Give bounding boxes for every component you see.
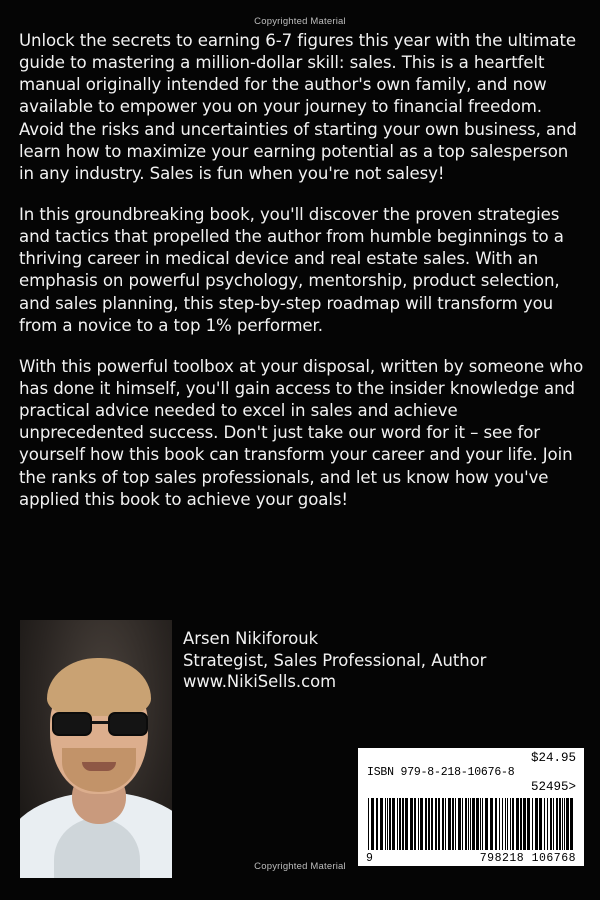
photo-lens-left [52, 712, 92, 736]
photo-glasses-bridge [92, 721, 108, 724]
barcode-digits-left: 9 [366, 852, 374, 865]
barcode-digits-right: 798218 106768 [479, 852, 576, 865]
copyright-notice-bottom: Copyrighted Material [254, 861, 346, 872]
isbn-barcode [358, 748, 584, 866]
barcode-gap [573, 798, 574, 850]
barcode-isbn: ISBN 979-8-218-10676-8 [367, 766, 515, 779]
photo-lens-right [108, 712, 148, 736]
author-title: Strategist, Sales Professional, Author [183, 650, 487, 670]
author-photo [20, 620, 172, 878]
copyright-notice-top: Copyrighted Material [254, 16, 346, 27]
author-credit [183, 628, 583, 693]
blurb-paragraph-1: Unlock the secrets to earning 6-7 figures this year with the ultimate guide to mastering a million-dollar skill: sales. This is a heartfelt manual originally intended for the author's own family, and now available to empower you on your journey to financial freedom. Avoid the risks and uncertainties of starting your own business, and learn how to maximize your earning potential as a top salesperson in any industry. Sales is fun when you're not salesy! [19, 31, 577, 183]
blurb-paragraph-3: With this powerful toolbox at your disposal, written by someone who has done it himself, you'll gain access to the insider knowledge and practical advice needed to excel in sales and achieve unprecedented success. Don't just take our word for it – see for yourself how this book can transform your career and your life. Join the ranks of top sales professionals, and let us know how you've applied this book to achieve your goals! [19, 356, 584, 509]
barcode-price-suffix: 52495> [530, 780, 576, 794]
blurb-paragraph-2: In this groundbreaking book, you'll discover the proven strategies and tactics that propelled the author from humble beginnings to a thriving career in medical device and real estate sales. With an emphasis on powerful psychology, mentorship, product selection, and sales planning, this step-by-step roadmap will transform you from a novice to a top 1% performer. [19, 204, 564, 335]
barcode-bars [368, 798, 574, 850]
back-cover-blurb [19, 30, 585, 530]
author-name: Arsen Nikiforouk [183, 629, 319, 648]
author-website: www.NikiSells.com [183, 672, 337, 692]
sunglasses-icon [52, 712, 148, 736]
photo-mouth [82, 762, 116, 771]
barcode-price: $24.95 [530, 751, 576, 765]
